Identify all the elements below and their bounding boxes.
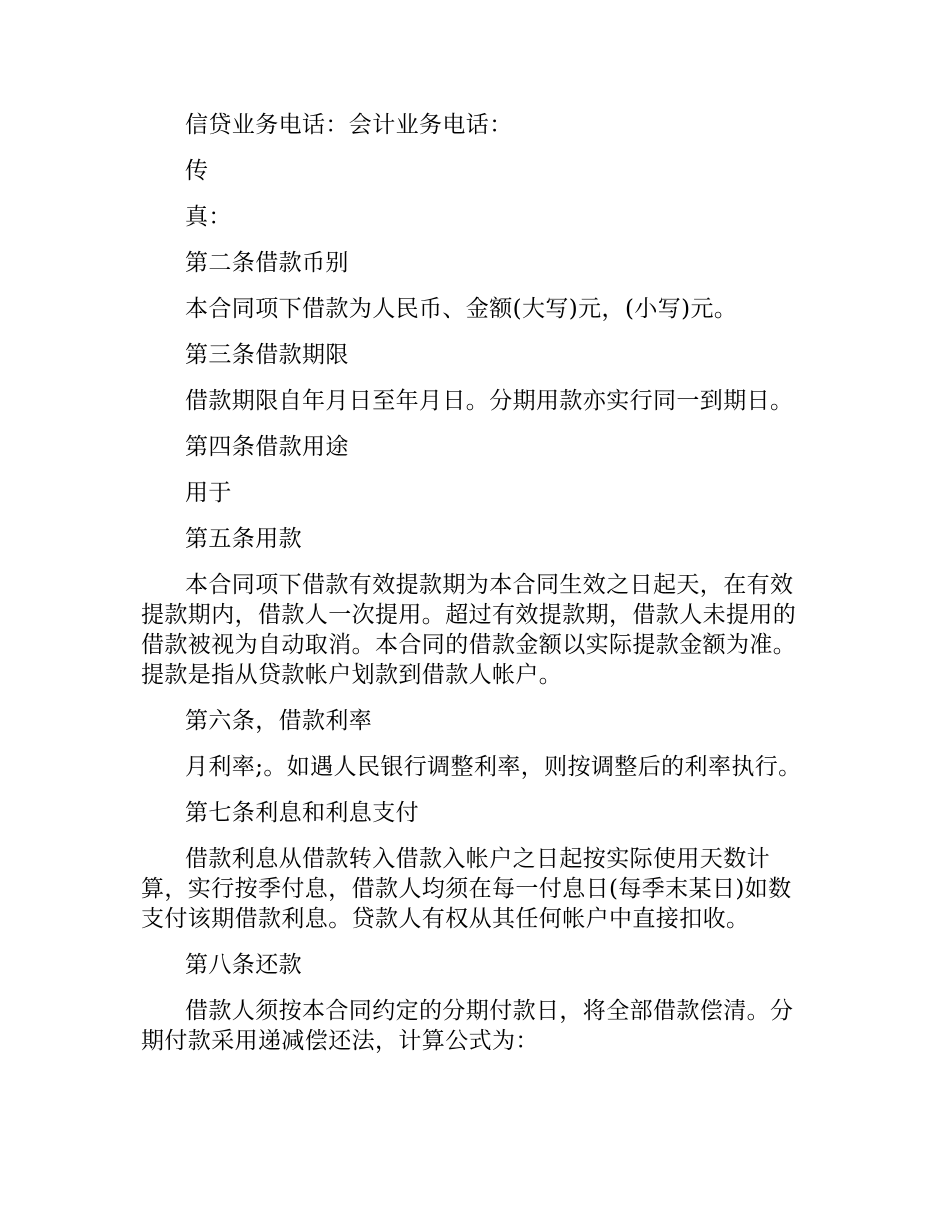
article-5-body: 本合同项下借款有效提款期为本合同生效之日起天，在有效提款期内，借款人一次提用。超过有效提款期，借款人未提用的借款被视为自动取消。本合同的借款金额以实际提款金额为准。提款是指从贷款帐户划款到借款人帐户。 (141, 572, 797, 688)
article-2-body: 本合同项下借款为人民币、金额(大写)元，(小写)元。 (185, 296, 738, 322)
article-7-heading: 第七条利息和利息支付 (185, 800, 419, 826)
article-5-heading: 第五条用款 (185, 526, 302, 552)
article-4-heading: 第四条借款用途 (185, 434, 349, 460)
article-3-heading: 第三条借款期限 (185, 342, 349, 368)
article-6-body: 月利率;。如遇人民银行调整利率，则按调整后的利率执行。 (185, 754, 802, 780)
article-6-heading: 第六条，借款利率 (185, 708, 373, 734)
article-2-heading: 第二条借款币别 (185, 250, 349, 276)
contact-phones: 信贷业务电话：会计业务电话： (185, 112, 513, 138)
article-7-body: 借款利息从借款转入借款入帐户之日起按实际使用天数计算，实行按季付息，借款人均须在每一付息日(每季末某日)如数支付该期借款利息。贷款人有权从其任何帐户中直接扣收。 (141, 846, 792, 932)
article-3-body: 借款期限自年月日至年月日。分期用款亦实行同一到期日。 (185, 388, 794, 414)
document-page (141, 110, 821, 1072)
article-8-body: 借款人须按本合同约定的分期付款日，将全部借款偿清。分期付款采用递减偿还法，计算公式为： (141, 998, 794, 1054)
article-8-heading: 第八条还款 (185, 952, 302, 978)
article-4-body: 用于 (185, 480, 232, 506)
fax-label-part2: 真： (185, 204, 232, 230)
fax-label-part1: 传 (185, 158, 209, 184)
